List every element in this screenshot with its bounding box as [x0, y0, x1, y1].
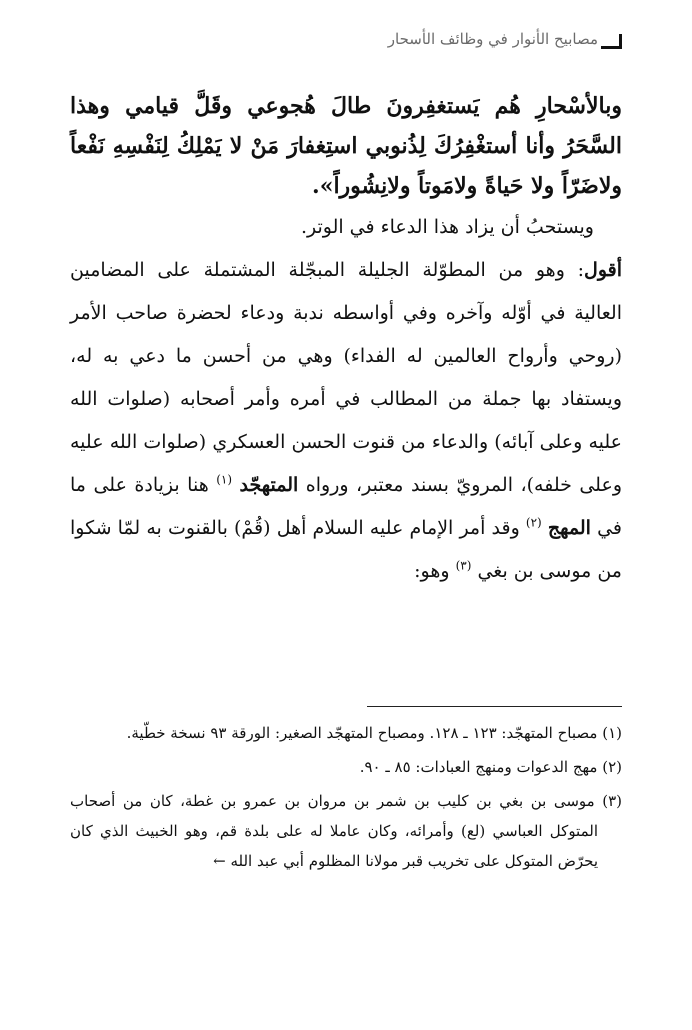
- commentary-text-4: وهو:: [414, 560, 456, 582]
- footnote-ref-2: (٢): [525, 515, 542, 530]
- footnote-separator: [367, 706, 622, 707]
- footnote-3: (٣) موسى بن بغي بن كليب بن شمر بن مروان بن عمرو بن غطة، كان من أصحاب المتوكل العباسي (لع) وأمرائه، وكان عاملا له على بلدة قم، وهو الخبيث الذي كان يحرّض المتوكل على تخريب قبر مولانا المظلوم أبي عبد الله ←: [70, 792, 622, 870]
- commentary-text-1: : وهو من المطوّلة الجليلة المبجّلة المشتملة على المضامين العالية في أوّله وآخره وفي أواسطه ندبة ودعاء لحضرة صاحب الأمر (روحي وأرواح العالمين له الفداء) وهي من أحسن ما دعي به له، ويستفاد بها جملة من المطالب في أمره وأمر أصحابه (صلوات الله عليه وعلى آبائه) والدعاء من قنوت الحسن العسكري (صلوات الله عليه وعلى خلفه)، المرويّ بسند معتبر، ورواه: [70, 259, 622, 496]
- footnote-ref-3: (٣): [455, 558, 472, 573]
- paragraph-commentary: [70, 249, 622, 593]
- prayer-verse: وبالأسْحارِ هُم يَستغفِرونَ طالَ هُجوعي وقَلَّ قيامي وهذا السَّحَرُ وأنا أستغْفِرُكَ لِذُنوبي استِغفارَ مَنْ لا يَمْلِكُ لِنَفْسِهِ نَفْعاً ولاضَرّاً ولا حَياةً ولامَوتاً ولانِشُوراً».: [70, 93, 622, 199]
- main-text: [70, 86, 622, 593]
- footnote-2: (٢) مهج الدعوات ومنهج العبادات: ٨٥ ـ ٩٠.: [359, 758, 622, 776]
- running-header: [70, 26, 622, 56]
- running-title: مصابيح الأنوار في وظائف الأسحار: [387, 30, 598, 48]
- footnote-1: (١) مصباح المتهجّد: ١٢٣ ـ ١٢٨. ومصباح المتهجّد الصغير: الورقة ٩٣ نسخة خطّية.: [126, 724, 622, 742]
- commentary-text-3: وقد أمر الإمام عليه السلام أهل (قُمْ) بالقنوت به لمّا شكوا من موسى بن بغي: [70, 517, 622, 582]
- header-corner-mark: [601, 34, 622, 49]
- commentary-text-2: هنا بزيادة على ما في: [70, 474, 622, 539]
- source-muhaj: المهج: [547, 517, 591, 539]
- footnotes: [70, 718, 622, 880]
- footnote-ref-1: (١): [216, 472, 233, 487]
- paragraph-witr: ويستحبُ أن يزاد هذا الدعاء في الوتر.: [300, 216, 594, 238]
- source-mutahajjid: المتهجّد: [239, 474, 299, 496]
- lead-word: أقول: [584, 259, 622, 281]
